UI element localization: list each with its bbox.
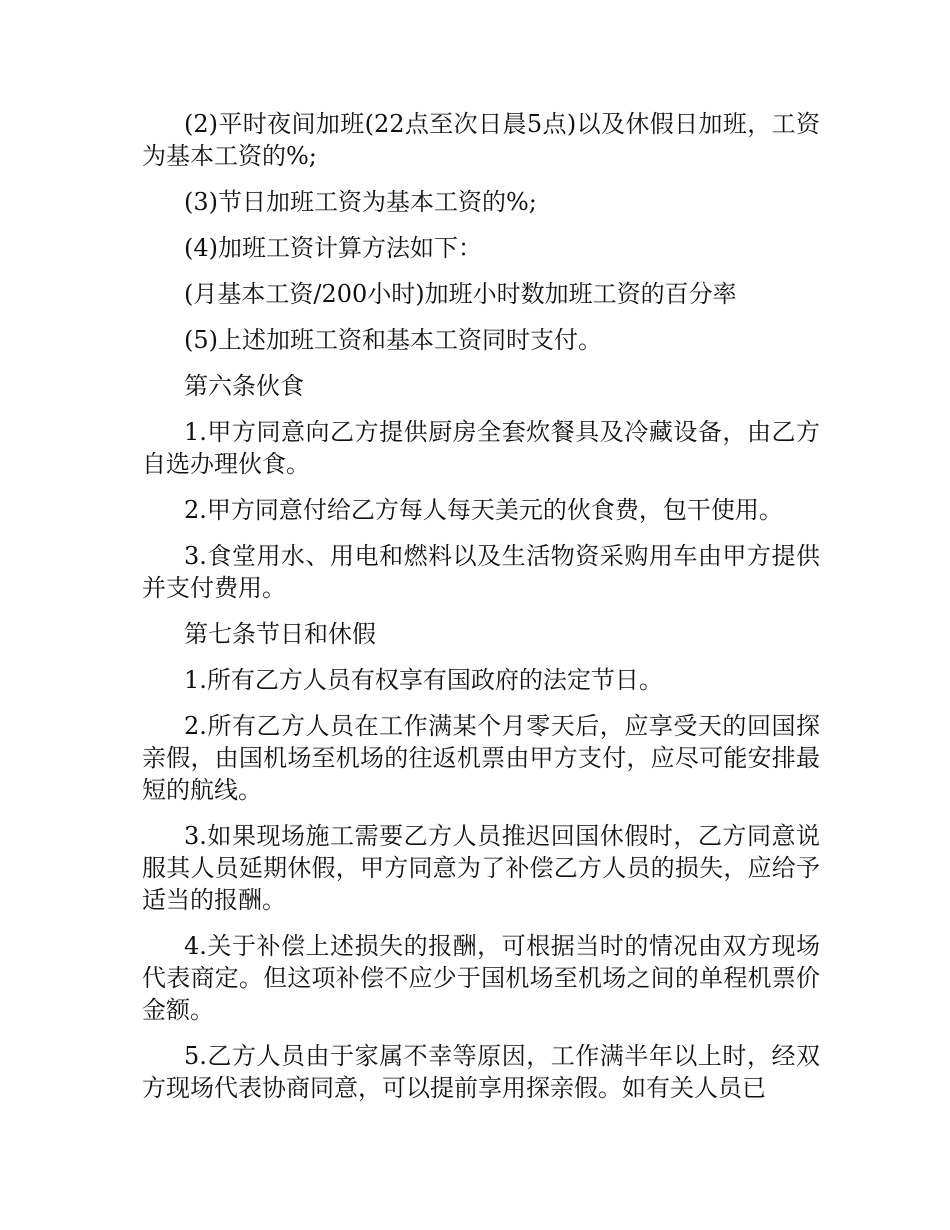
paragraph-overtime-holiday: (3)节日加班工资为基本工资的%; <box>184 188 537 216</box>
section-heading-holidays: 第七条节日和休假 <box>184 620 376 648</box>
paragraph-holidays-postpone: 3.如果现场施工需要乙方人员推迟回国休假时，乙方同意说服其人员延期休假，甲方同意为了补偿乙方人员的损失，应给予适当的报酬。 <box>142 822 820 914</box>
paragraph-holidays-home-leave: 2.所有乙方人员在工作满某个月零天后，应享受天的回国探亲假，由国机场至机场的往返机票由甲方支付，应尽可能安排最短的航线。 <box>142 712 820 804</box>
paragraph-meals-kitchen: 1.甲方同意向乙方提供厨房全套炊餐具及冷藏设备，由乙方自选办理伙食。 <box>142 418 820 478</box>
paragraph-overtime-night: (2)平时夜间加班(22点至次日晨5点)以及休假日加班，工资为基本工资的%; <box>142 110 820 170</box>
paragraph-overtime-method: (4)加班工资计算方法如下： <box>184 234 482 262</box>
paragraph-holidays-legal: 1.所有乙方人员有权享有国政府的法定节日。 <box>184 666 663 694</box>
paragraph-meals-allowance: 2.甲方同意付给乙方每人每天美元的伙食费，包干使用。 <box>184 496 783 524</box>
paragraph-overtime-payment: (5)上述加班工资和基本工资同时支付。 <box>184 326 602 354</box>
paragraph-holidays-early-leave: 5.乙方人员由于家属不幸等原因，工作满半年以上时，经双方现场代表协商同意，可以提前享用探亲假。如有关人员已 <box>142 1042 820 1102</box>
paragraph-overtime-formula: (月基本工资/200小时)加班小时数加班工资的百分率 <box>184 280 737 308</box>
paragraph-holidays-compensation: 4.关于补偿上述损失的报酬，可根据当时的情况由双方现场代表商定。但这项补偿不应少于国机场至机场之间的单程机票价金额。 <box>142 932 820 1024</box>
section-heading-meals: 第六条伙食 <box>184 372 304 400</box>
paragraph-meals-utilities: 3.食堂用水、用电和燃料以及生活物资采购用车由甲方提供并支付费用。 <box>142 542 820 602</box>
